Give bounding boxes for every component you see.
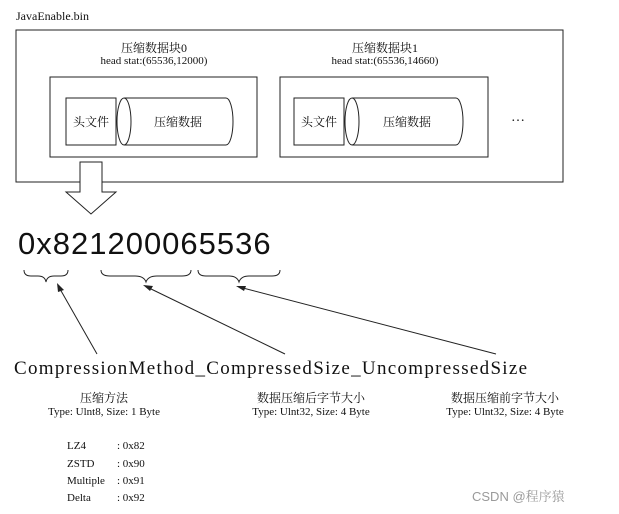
method-code: : 0x82 (117, 440, 145, 452)
pointer-arrow-uncompressed-size (243, 288, 496, 354)
expand-arrow-icon (66, 162, 116, 214)
hex-value: 0x821200065536 (18, 226, 272, 261)
block-0-header-label: 头文件 (72, 115, 109, 129)
more-blocks-ellipsis: … (511, 110, 525, 125)
brace-method (24, 270, 68, 282)
method-name: Delta (67, 492, 91, 504)
field-method-title: 压缩方法 (79, 391, 128, 405)
block-0-stat: head stat:(65536,12000) (100, 55, 208, 67)
block-1-data-label: 压缩数据 (382, 115, 431, 129)
field-uncompressed-size-title: 数据压缩前字节大小 (450, 391, 559, 405)
field-uncompressed-size-type: Type: Ulnt32, Size: 4 Byte (446, 406, 564, 418)
watermark: CSDN @程序猿 (472, 489, 565, 504)
method-name: ZSTD (67, 458, 95, 470)
brace-uncompressed-size (198, 270, 280, 282)
field-compressed-size-title: 数据压缩后字节大小 (256, 391, 365, 405)
block-1-title: 压缩数据块1 (351, 41, 418, 55)
pointer-arrow-method (60, 289, 97, 354)
method-name: LZ4 (67, 440, 86, 452)
pointer-arrow-compressed-size (149, 288, 285, 354)
block-0-data-label: 压缩数据 (153, 115, 202, 129)
block-1-header-label: 头文件 (300, 115, 337, 129)
method-code: : 0x90 (117, 458, 145, 470)
block-1-stat: head stat:(65536,14660) (331, 55, 439, 67)
method-name: Multiple (67, 475, 105, 487)
field-method-type: Type: Ulnt8, Size: 1 Byte (48, 406, 160, 418)
method-code: : 0x92 (117, 492, 145, 504)
brace-compressed-size (101, 270, 191, 282)
field-compressed-size-type: Type: Ulnt32, Size: 4 Byte (252, 406, 370, 418)
block-0-title: 压缩数据块0 (120, 41, 187, 55)
file-name: JavaEnable.bin (16, 9, 89, 23)
method-code: : 0x91 (117, 475, 145, 487)
format-string: CompressionMethod_CompressedSize_UncompressedSize (14, 358, 529, 379)
